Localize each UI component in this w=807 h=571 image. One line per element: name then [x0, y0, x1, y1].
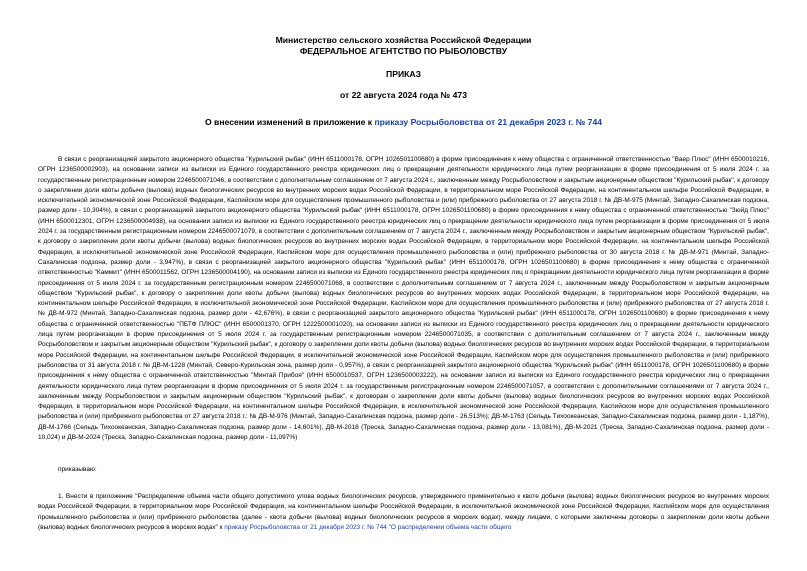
- item-1-paragraph: [38, 492, 769, 533]
- item-1-order-link[interactable]: приказу Росрыболовства от 21 декабря 2023 г. № 744 "О распределении объема части общего: [224, 523, 512, 531]
- document-subject: [0, 117, 807, 128]
- ministry-name: Министерство сельского хозяйства Российской Федерации: [275, 35, 532, 45]
- preamble-paragraph: В связи с реорганизацией закрытого акционерного общества "Курильский рыбак" (ИНН 6511000178, ОГРН 1026501100680) в форме присоединения к нему общества с ограниченной ответственностью "Ваер Плюс" (ИНН 6500010216, ОГРН 1236500002903), на основании записи из выписки из Единого государственного реестра юридических лиц о прекращении деятельности юридического лица путем реорганизации в форме присоединения от 5 июля 2024 г. за государственным регистрационным номером 2246500071046, в соответствии с дополнительным соглашением от 7 августа 2024 г., заключенным между Росрыболовством и закрытым акционерным обществом "Курильский рыбак", к договору о закреплении доли квоты добычи (вылова) водных биологических ресурсов во внутренних морских водах Российской Федерации, в территориальном море Российской Федерации, на континентальном шельфе Российской Федерации, в исключительной экономической зоне Российской Федерации, Каспийском море для осуществления промышленного рыболовства и (или) прибрежного рыболовства от 27 августа 2018 г. № ДВ-М-975 (Минтай, Западно-Сахалинская подзона, размер доли - 10,304%), в связи с реорганизацией закрытого акционерного общества "Курильский рыбак" (ИНН 6511000178, ОГРН 1026501100680) в форме присоединения к нему общества с ограниченной ответственностью "Зюйд Плюс" (ИНН 6500012301, ОГРН 1236500004938), на основании записи из выписки из Единого государственного реестра юридических лиц о прекращении деятельности юридического лица путем реорганизации в форме присоединения от 5 июля 2024 г. за государственным регистрационным номером 2246500071079, в соответствии с дополнительным соглашением от 7 августа 2024 г., заключенным между Росрыболовством и закрытым акционерным обществом "Курильский рыбак", к договору о закреплении доли квоты добычи (вылова) водных биологических ресурсов во внутренних морских водах Российской Федерации, в территориальном море Российской Федерации, на континентальном шельфе Российской Федерации, в исключительной экономической зоне Российской Федерации, Каспийском море для осуществления промышленного рыболовства и (или) прибрежного рыболовства от 30 августа 2018 г. № ДВ-М-971 (Минтай, Западно-Сахалинская подзона, размер доли - 3,947%), в связи с реорганизацией закрытого акционерного общества "Курильский рыбак" (ИНН 6511000178, ОГРН 1026501100680) в форме присоединения к нему общества с ограниченной ответственностью "Каммит" (ИНН 6500011562, ОГРН 1236500004190), на основании записи из выписки из Единого государственного реестра юридических лиц о прекращении деятельности юридического лица путем реорганизации в форме присоединения от 5 июля 2024 г. за государственным регистрационным номером 2246500071068, в соответствии с дополнительным соглашением от 7 августа 2024 г., заключенным между Росрыболовством и закрытым акционерным обществом "Курильский рыбак", к договору о закреплении доли квоты добычи (вылова) водных биологических ресурсов во внутренних морских водах Российской Федерации, в территориальном море Российской Федерации, на континентальном шельфе Российской Федерации, в исключительной экономической зоне Российской Федерации, Каспийском море для осуществления промышленного рыболовства и (или) прибрежного рыболовства от 27 августа 2018 г. № ДВ-М-972 (Минтай, Западно-Сахалинская подзона, размер доли - 42,676%), в связи с реорганизацией закрытого акционерного общества "Курильский рыбак" (ИНН 6511000178, ОГРН 1026501100680) в форме присоединения к нему общества с ограниченной ответственностью "ПБТФ ПЛЮС" (ИНН 6500001370, ОГРН 1222500001020), на основании записи из выписки из Единого государственного реестра юридических лиц о прекращении деятельности юридического лица путем реорганизации в форме присоединения от 5 июля 2024 г. за государственным регистрационным номером 2246500071035, в соответствии с дополнительным соглашением от 7 августа 2024 г., заключенным между Росрыболовством и закрытым акционерным обществом "Курильский рыбак", к договору о закреплении доли квоты добычи (вылова) водных биологических ресурсов во внутренних морских водах Российской Федерации, в территориальном море Российской Федерации, на континентальном шельфе Российской Федерации, в исключительной экономической зоне Российской Федерации, Каспийском море для осуществления промышленного рыболовства и (или) прибрежного рыболовства от 31 августа 2018 г. № ДВ-М-1228 (Минтай, Северо-Курильская зона, размер доли - 0,957%), в связи с реорганизацией закрытого акционерного общества "Курильский рыбак" (ИНН 6511000178, ОГРН 1026501100680) в форме присоединения к нему общества с ограниченной ответственностью "Минтай Прибоя" (ИНН 6500010537, ОГРН 1236500003222), на основании записи из выписки из Единого государственного реестра юридических лиц о прекращении деятельности юридического лица путем реорганизации в форме присоединения от 5 июля 2024 г. за государственным регистрационным номером 2246500071057, в соответствии с дополнительными соглашениями от 7 августа 2024 г., заключенным между Росрыболовством и закрытым акционерным обществом "Курильский рыбак", к договорам о закреплении доли квоты добычи (вылова) водных биологических ресурсов во внутренних морских водах Российской Федерации, в территориальном море Российской Федерации, на континентальном шельфе Российской Федерации, в исключительной экономической зоне Российской Федерации, Каспийском море для осуществления промышленного рыболовства и (или) прибрежного рыболовства от 27 августа 2018 г.: № ДВ-М-976 (Минтай, Западно-Сахалинская подзона, размер доли - 26,513%); ДВ-М-1763 (Сельдь Тихоокеанская, Западно-Сахалинская подзона, размер доли - 1,187%), ДВ-М-1766 (Сельдь Тихоокеанская, Западно-Сахалинская подзона, размер доли - 14,601%), ДВ-М-2018 (Треска, Западно-Сахалинская подзона, размер доли - 13,081%), ДВ-М-2021 (Треска, Западно-Сахалинская подзона, размер доли - 10,024) и ДВ-М-2024 (Треска, Западно-Сахалинская подзона, размер доли - 11,097%): [38, 156, 769, 442]
- item-1-text: 1. Внести в приложение "Распределение объема части общего допустимого улова водных биологических ресурсов, утвержденного применительно к квоте добычи (вылова) водных биологических ресурсов во внутренних морских водах Российской Федерации, в территориальном море Российской Федерации, на континентальном шельфе Российской Федерации, в исключительной экономической зоне Российской Федерации, Каспийском море для осуществления промышленного рыболовства и (или) прибрежного рыболовства (далее - квота добычи (вылова) водных биологических ресурсов в морских водах), между лицами, с которыми заключены договоры о закреплении доли квоты добычи (вылова) водных биологических ресурсов в морских водах" к: [38, 493, 769, 531]
- decision-word: приказываю:: [58, 466, 97, 473]
- agency-name: ФЕДЕРАЛЬНОЕ АГЕНТСТВО ПО РЫБОЛОВСТВУ: [299, 46, 508, 56]
- subject-prefix: О внесении изменений в приложение к: [204, 117, 375, 127]
- document-type: ПРИКАЗ: [386, 69, 421, 79]
- document-date-number: от 22 августа 2024 года № 473: [340, 90, 467, 100]
- subject-order-link[interactable]: приказу Росрыболовства от 21 декабря 2023 г. № 744: [374, 117, 603, 127]
